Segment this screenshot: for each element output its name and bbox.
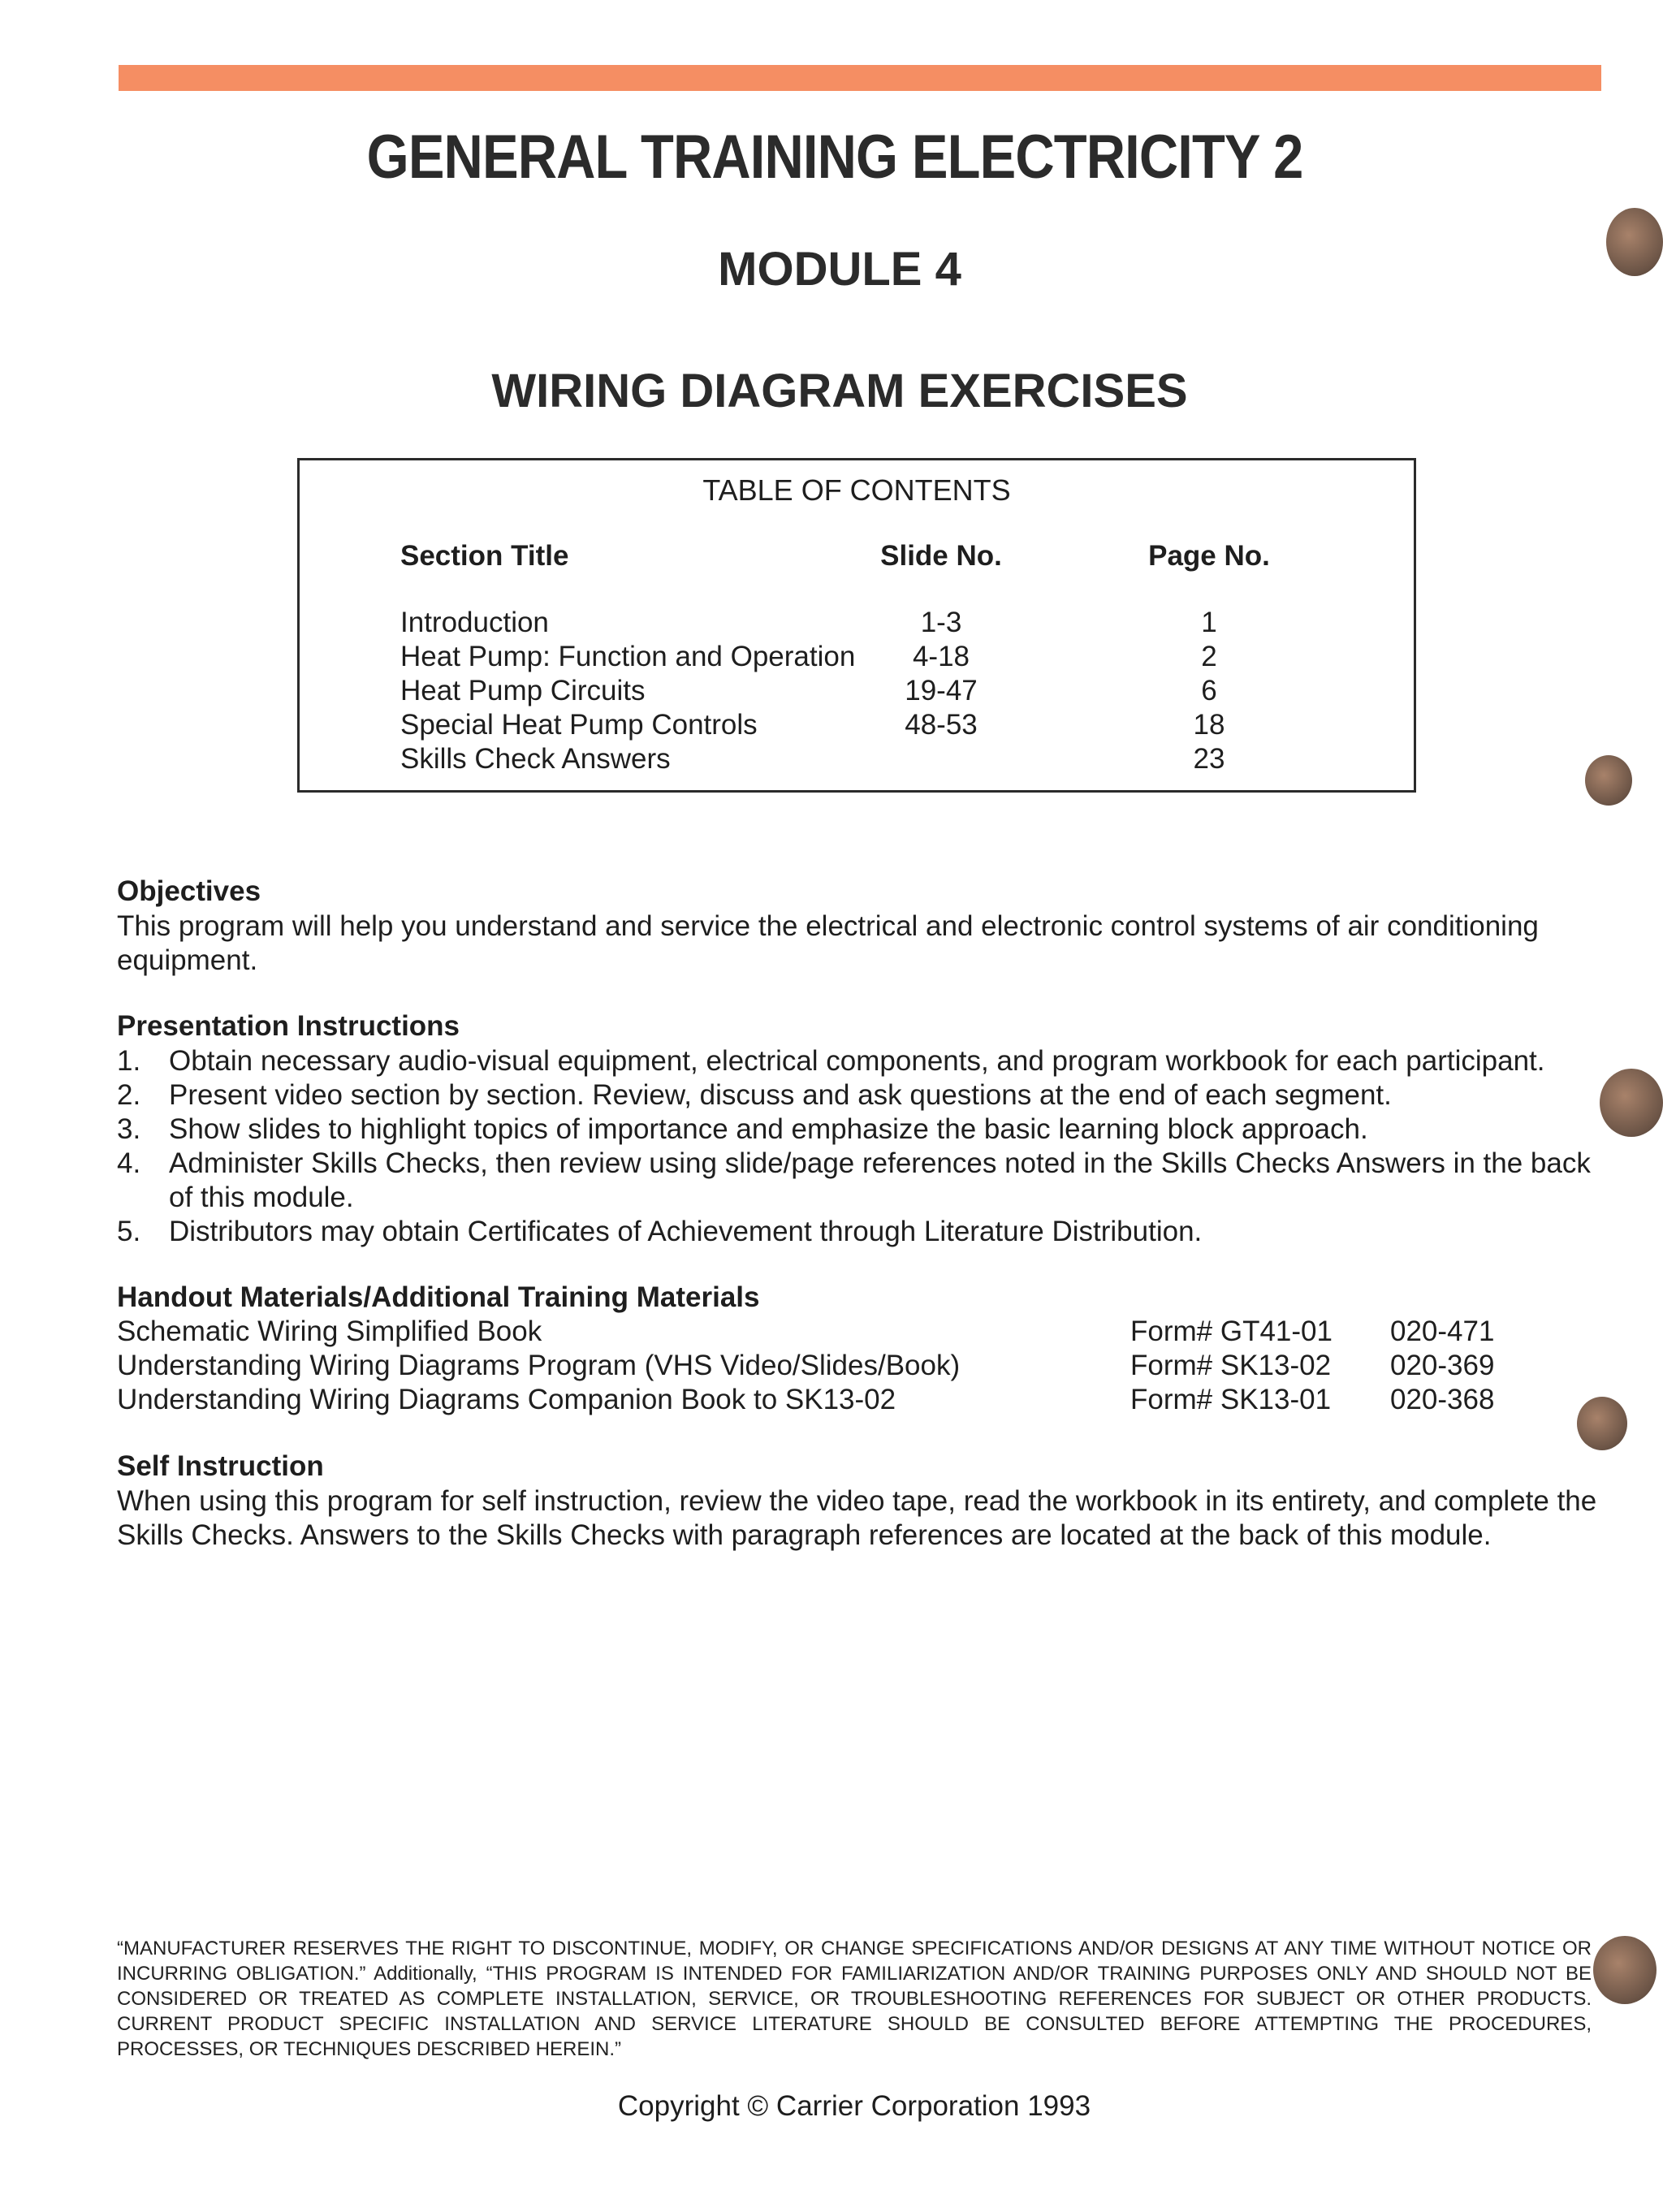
toc-section-title: Special Heat Pump Controls [400, 709, 758, 741]
copyright-notice: Copyright © Carrier Corporation 1993 [617, 2090, 1091, 2122]
handout-row [117, 1384, 1603, 1418]
toc-row [300, 675, 1414, 709]
toc-section-title: Heat Pump: Function and Operation [400, 641, 856, 672]
toc-row [300, 607, 1414, 641]
objectives-text: This program will help you understand and service the electrical and electronic control systems of air conditioning equipment. [117, 910, 1539, 976]
punch-hole [1606, 208, 1663, 276]
punch-hole [1577, 1397, 1627, 1450]
punch-hole [1600, 1069, 1663, 1137]
punch-hole [1585, 755, 1632, 806]
module-title: MODULE 4 [718, 243, 961, 296]
handout-row [117, 1316, 1603, 1350]
toc-row [300, 709, 1414, 743]
toc-page-no: 1 [1201, 607, 1217, 638]
list-item-number: 5. [117, 1216, 141, 1247]
toc-column-section-title: Section Title [400, 540, 569, 572]
handout-name: Understanding Wiring Diagrams Program (VHS Video/Slides/Book) [117, 1350, 961, 1381]
presentation-heading: Presentation Instructions [117, 1010, 460, 1042]
toc-column-slide-no: Slide No. [880, 540, 1002, 572]
self-instruction-heading: Self Instruction [117, 1450, 324, 1482]
handout-form: Form# SK13-01 [1130, 1384, 1332, 1415]
list-item-text: Show slides to highlight topics of importance and emphasize the basic learning block approach. [169, 1113, 1368, 1145]
toc-page-no: 2 [1201, 641, 1217, 672]
toc-column-page-no: Page No. [1148, 540, 1270, 572]
list-item-number: 2. [117, 1079, 141, 1111]
list-item-text: Administer Skills Checks, then review using slide/page references noted in the Skills Checks Answers in the back of this module. [169, 1147, 1591, 1213]
document-subtitle: WIRING DIAGRAM EXERCISES [491, 365, 1188, 417]
toc-page-no: 18 [1193, 709, 1225, 741]
toc-section-title: Introduction [400, 607, 549, 638]
toc-slide-no: 19-47 [905, 675, 978, 706]
list-item-text: Present video section by section. Review, discuss and ask questions at the end of each segment. [169, 1079, 1392, 1111]
list-item-number: 4. [117, 1147, 141, 1179]
toc-row [300, 743, 1414, 777]
toc-slide-no: 4-18 [912, 641, 970, 672]
toc-heading: TABLE OF CONTENTS [702, 473, 1011, 507]
toc-section-title: Skills Check Answers [400, 743, 671, 775]
document-title: GENERAL TRAINING ELECTRICITY 2 [366, 123, 1303, 192]
toc-slide-no: 1-3 [920, 607, 962, 638]
toc-row [300, 641, 1414, 675]
handouts-heading: Handout Materials/Additional Training Materials [117, 1281, 760, 1313]
list-item-number: 1. [117, 1045, 141, 1077]
handout-name: Understanding Wiring Diagrams Companion Book to SK13-02 [117, 1384, 896, 1415]
list-item-number: 3. [117, 1113, 141, 1145]
toc-section-title: Heat Pump Circuits [400, 675, 646, 706]
list-item-text: Distributors may obtain Certificates of Achievement through Literature Distribution. [169, 1216, 1203, 1247]
objectives-heading: Objectives [117, 875, 261, 907]
table-of-contents [297, 458, 1416, 793]
toc-page-no: 6 [1201, 675, 1217, 706]
legal-disclaimer: “MANUFACTURER RESERVES THE RIGHT TO DISCONTINUE, MODIFY, OR CHANGE SPECIFICATIONS AND/OR DESIGNS AT ANY TIME WITHOUT NOTICE OR INCURRING OBLIGATION.” Additionally, “THIS PROGRAM IS INTENDED FOR FAMILIARIZATION AND/OR TRAINING PURPOSES ONLY AND SHOULD NOT BE CONSIDERED OR TREATED AS COMPLETE INSTALLATION, SERVICE, OR TROUBLESHOOTING REFERENCES FOR SUBJECT OR OTHER PRODUCTS. CURRENT PRODUCT SPECIFIC INSTALLATION AND SERVICE LITERATURE SHOULD BE CONSULTED BEFORE ATTEMPTING THE PROCEDURES, PROCESSES, OR TECHNIQUES DESCRIBED HEREIN.” [117, 1938, 1592, 2060]
toc-slide-no: 48-53 [905, 709, 978, 741]
handout-row [117, 1350, 1603, 1384]
self-instruction-text: When using this program for self instruction, review the video tape, read the workbook in its entirety, and complete the Skills Checks. Answers to the Skills Checks with paragraph references are located at the back of this module. [117, 1485, 1597, 1551]
punch-hole [1593, 1936, 1657, 2004]
header-accent-bar [119, 65, 1601, 91]
handout-form: Form# GT41-01 [1130, 1316, 1333, 1347]
handout-name: Schematic Wiring Simplified Book [117, 1316, 542, 1347]
toc-page-no: 23 [1193, 743, 1225, 775]
handout-form: Form# SK13-02 [1130, 1350, 1332, 1381]
handout-code: 020-471 [1390, 1316, 1495, 1347]
handout-code: 020-369 [1390, 1350, 1495, 1381]
list-item-text: Obtain necessary audio-visual equipment, electrical components, and program workbook for each participant. [169, 1045, 1545, 1077]
handout-code: 020-368 [1390, 1384, 1495, 1415]
